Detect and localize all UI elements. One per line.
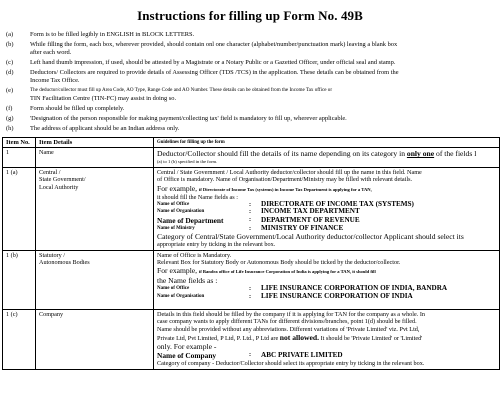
item-number: 1 (c) (3, 309, 36, 369)
instruction-label: (f) (6, 105, 13, 112)
name-field-example: Name of Company : ABC PRIVATE LIMITED (157, 351, 343, 361)
instruction-label: (d) (6, 69, 14, 76)
name-field-example: Name of Ministry : MINISTRY OF FINANCE (157, 223, 344, 232)
item-detail: Name (36, 148, 154, 167)
item-number: 1 (3, 148, 36, 167)
guideline-cell: Central / State Government / Local Authority deductor/collector should fill up the name in this field. Name of Office is mandatory. Name of Organisation/Department/Ministry may be filled with relevant details. For example, if Directorate of Income Tax (systems) in Income Tax Department is applying for a TAN, it should fill the Name fields as : Name of Office : DIRECTORATE OF INCOME TAX (SYSTEMS) Name of Organisation : INCOME TAX DEPARTMENT Name of Department : DEPARTMENT OF REVENUE Name of Ministry : MINISTRY OF FINANCE Category of Central/State Government/Local Authority deductor/collector Applicant should select its appropriate entry by ticking in the relevant box. (154, 167, 500, 250)
guideline-cell: Details in this field should be filled by the company if it is applying for TAN for the company as a whole. In case company wants to apply different TANs for different divisions/branches, point 1(d) should be filled. Name should be provided without any abbreviations. Different variations of 'Private Limited' viz. Pvt Ltd, Private Ltd, Pvt Limited, P Ltd, P. Ltd., P Ltd are not allowed. It should be 'Private Limited' or 'Limited' only. For example - Name of Company : ABC PRIVATE LIMITED Category of company - Deductor/Collector should select its appropriate entry by ticking in the relevant box. (154, 309, 500, 369)
item-detail: Statutory / Autonomous Bodies (36, 250, 154, 309)
instruction-label: (e) (6, 87, 14, 94)
instruction-text: The deductor/collector must fill up Area Code, AO Type, Range Code and AO Number. These details can be obtained from the Income Tax office or (30, 87, 333, 93)
name-field-example: Name of Office : DIRECTORATE OF INCOME TAX (SYSTEMS) (157, 200, 414, 209)
instruction-text: Form should be filled up completely. (30, 105, 125, 112)
name-field-example: Name of Department : DEPARTMENT OF REVENUE (157, 215, 360, 225)
item-detail: Central / State Government/ Local Authority (36, 167, 154, 250)
guideline-cell: Name of Office is Mandatory. Relevant Box for Statutory Body or Autonomous Body should be ticked by the deductor/collector. For example, if Bandra office of Life Insurance Corporation of India is applying for a TAN, it should fill the Name fields as : Name of Office : LIFE INSURANCE CORPORATION OF INDIA, BANDRA Name of Organisation : LIFE INSURANCE CORPORATION OF INDIA (154, 250, 500, 309)
column-header-item-details: Item Details (36, 138, 154, 148)
item-detail: Company (36, 309, 154, 369)
table-header-row (3, 138, 500, 148)
guidelines-table (2, 137, 500, 370)
name-field-example: Name of Organisation : INCOME TAX DEPARTMENT (157, 207, 360, 216)
table-row (3, 148, 500, 167)
instruction-text: 'Designation of the person responsible for making payment/collecting tax' field is mandatory to fill up, wherever applicable. (30, 115, 347, 122)
name-field-example: Name of Organisation : LIFE INSURANCE CORPORATION OF INDIA (157, 291, 413, 300)
instruction-text: The address of applicant should be an Indian address only. (30, 125, 180, 132)
name-field-example: Name of Office : LIFE INSURANCE CORPORATION OF INDIA, BANDRA (157, 284, 448, 293)
column-header-item-no: Item No. (3, 138, 36, 148)
table-row (3, 250, 500, 309)
item-number: 1 (a) (3, 167, 36, 250)
page-title: Instructions for filling up Form No. 49B (137, 8, 363, 23)
instruction-label: (c) (6, 59, 14, 66)
table-row (3, 309, 500, 369)
instruction-text: Form is to be filled legibly in ENGLISH in BLOCK LETTERS. (30, 31, 195, 38)
instruction-text: Left hand thumb impression, if used, should be attested by a Magistrate or a Notary Public or a Gazetted Officer, under official seal and stamp. (30, 59, 396, 66)
instruction-label: (b) (6, 41, 14, 48)
instruction-text: While filling the form, each box, wherever provided, should contain onl one character (alphabet/number/punctuation mark) leaving a blank box (30, 41, 398, 48)
table-row (3, 167, 500, 250)
instruction-label: (h) (6, 125, 14, 132)
column-header-guidelines: Guidelines for filling up the form (154, 138, 500, 148)
instruction-text: Deductors/ Collectors are required to provide details of Assessing Officer (TDS /TCS) in the application. These details can be obtained from the (30, 69, 399, 76)
instruction-label: (a) (6, 31, 14, 38)
guideline-cell: Deductor/Collector should fill the details of its name depending on its category in only one of the fields l (a) to 1 (b) specified in the form. (154, 148, 500, 167)
form-instructions-page: Instructions for filling up Form No. 49B (a) Form is to be filled legibly in ENGLISH in BLOCK LETTERS. (b) While filling the form, each box, wherever provided, should contain onl one character (alphabet/number/punctuation mark) leaving a blank box after each word. (c) Left hand thumb impression, if used, should be attested by a Magistrate or a Notary Public or a Gazetted Officer, under official seal and stamp. (d) Deductors/ Collectors are required to provide details of Assessing Officer (TDS /TCS) in the application. These details can be obtained from the Income Tax Office. (e) The deductor/collector must fill up Area Code, AO Type, Range Code and AO Number. These details can be obtained from the Income Tax office or TIN Facilitation Centre (TIN-FC) may assist in doing so. (f) Form should be filled up completely. (g) 'Designation of the person responsible for making payment/collecting tax' field is mandatory to fill up, wherever applicable. (h) The address of applicant should be an Indian address only. Item No. Item Details Guidelines for filling up the form 1 Name Deductor/Collector should fill the details of its name depending on its category in only one of the fields l (a) to 1 (b) specified in the form. 1 (a) Central / State Government/ Local Authority Central / State Government / Local Authority deductor/collector should fill up the name in this field. Name of Office is mandatory. Name of Organisation/Department/Ministry may be filled with relevant details. For example, if Directorate of Income Tax (systems) in Income Tax Department is applying for a TAN, it should fill the Name fields as : Name of Office : DIRECTORATE OF INCOME TAX (SYSTEMS) Name of Organisation : INCOME TAX DEPARTMENT Name of Department : DEPARTMENT OF REVENUE Name of Ministry : MINISTRY OF FINANCE Category of Central/State Government/Local Authority deductor/collector Applicant should select its appropriate entry by ticking in the relevant box. 1 (b) Statutory / Autonomous Bodies Name of Office is Mandatory. Relevant Box for Statutory Body or Autonomous Body should be ticked by the deductor/collector. For example, if Bandra office of Life Insurance Corporation of India is applying for a TAN, it should fill the Name fields as : Name of Office : LIFE INSURANCE CORPORATION OF INDIA, BANDRA Name of Organisation : LIFE INSURANCE CORPORATION OF INDIA 1 (c) Company Details in this field should be filled by the company if it is applying for TAN for the company as a whole. In case company wants to apply different TANs for different divisions/branches, point 1(d) should be filled. Name should be provided without any abbreviations. Different variations of 'Private Limited' viz. Pvt Ltd, Private Ltd, Pvt Limited, P Ltd, P. Ltd., P Ltd are not allowed. It should be 'Private Limited' or 'Limited' only. For example - Name of Company : ABC PRIVATE LIMITED Category of company - Deductor/Collector should select its appropriate entry by ticking in the relevant box. (0, 0, 500, 400)
item-number: 1 (b) (3, 250, 36, 309)
instruction-label: (g) (6, 115, 14, 122)
